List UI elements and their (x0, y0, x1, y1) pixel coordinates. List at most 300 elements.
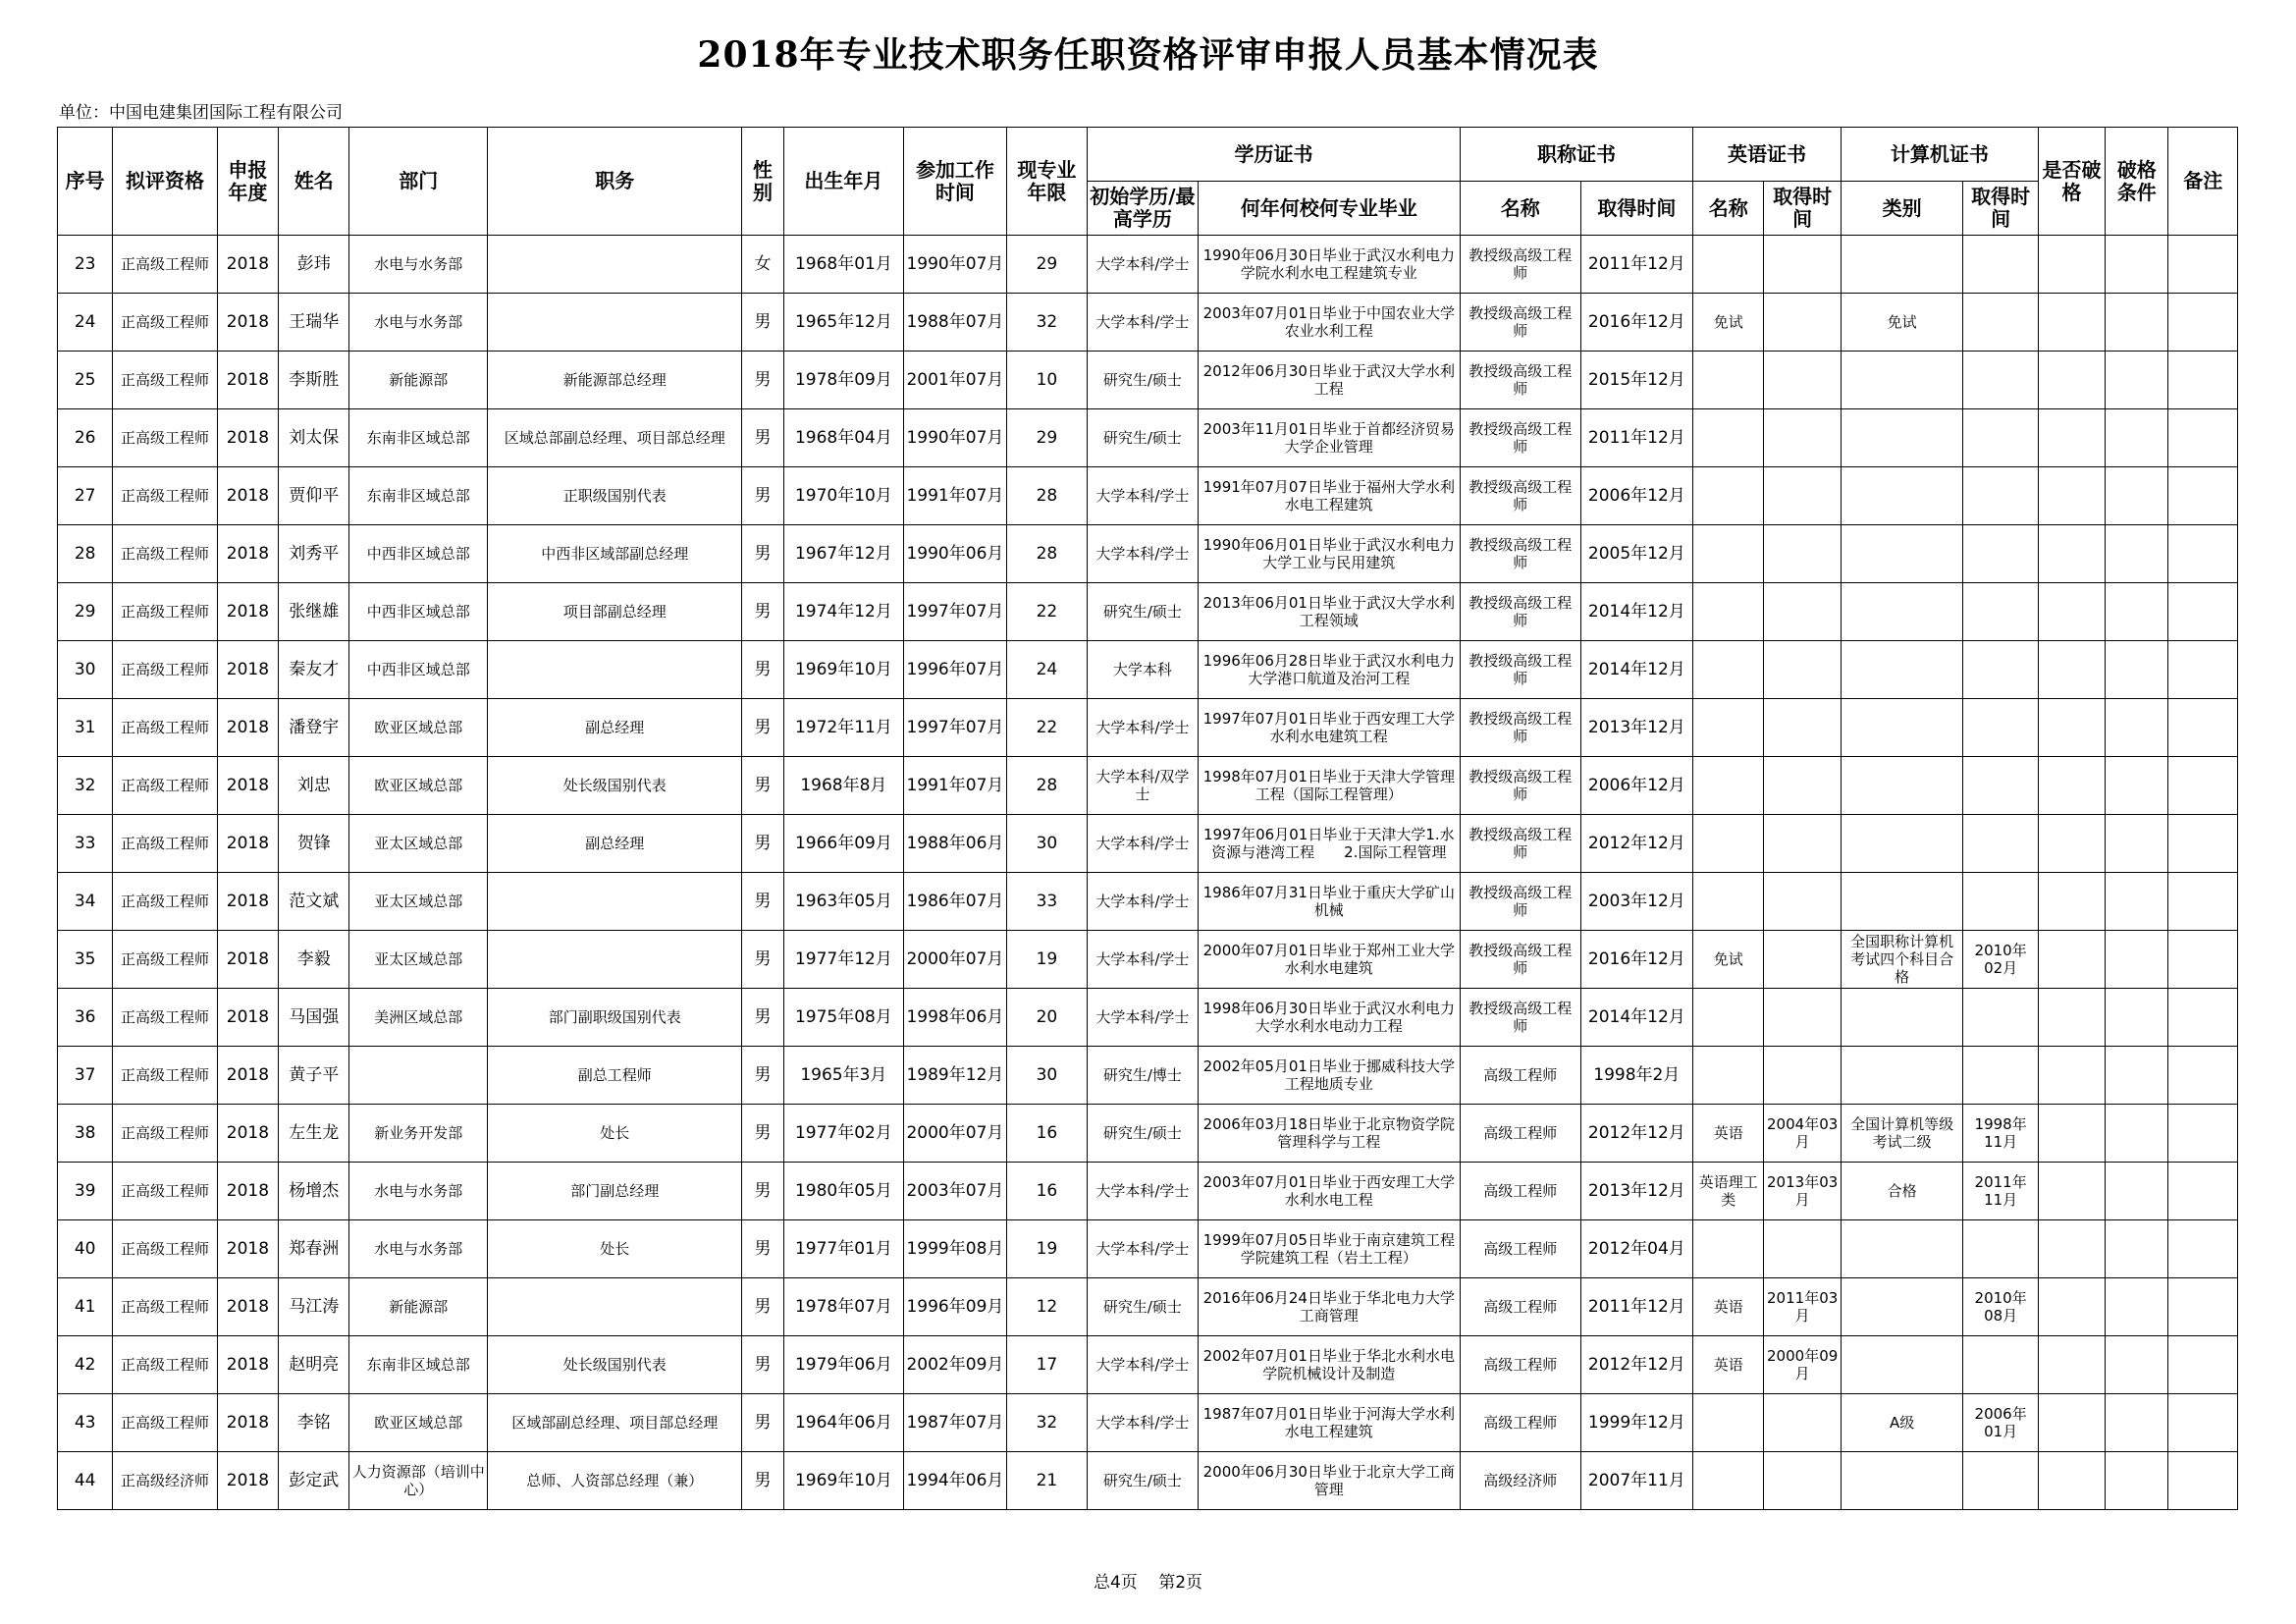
cell-edu-level: 大学本科/学士 (1088, 699, 1199, 757)
cell-eng-name (1693, 1452, 1764, 1510)
cell-exception-cond (2106, 467, 2168, 525)
cell-birth: 1980年05月 (783, 1163, 904, 1220)
cell-exception-cond (2106, 931, 2168, 989)
cell-dept: 亚太区域总部 (349, 873, 488, 931)
cell-qualification: 正高级经济师 (113, 1452, 218, 1510)
cell-work-start: 1997年07月 (904, 583, 1007, 641)
cell-years: 32 (1006, 294, 1087, 352)
applicant-table (57, 127, 2238, 1510)
cell-name: 马国强 (279, 989, 349, 1047)
cell-eng-time (1764, 409, 1841, 467)
cell-title-time: 2014年12月 (1580, 989, 1693, 1047)
cell-seq: 28 (58, 525, 113, 583)
cell-remarks (2168, 1220, 2238, 1278)
cell-year: 2018 (217, 1452, 278, 1510)
cell-gender: 男 (742, 1105, 783, 1163)
cell-position: 处长级国别代表 (488, 1336, 742, 1394)
cell-gender: 男 (742, 1047, 783, 1105)
page-footer (0, 1568, 2296, 1593)
cell-title-time: 2012年12月 (1580, 815, 1693, 873)
cell-eng-time (1764, 757, 1841, 815)
cell-remarks (2168, 1394, 2238, 1452)
cell-title-name: 教授级高级工程师 (1460, 873, 1580, 931)
cell-seq: 35 (58, 931, 113, 989)
cell-work-start: 1999年08月 (904, 1220, 1007, 1278)
cell-exception (2038, 1278, 2105, 1336)
cell-dept: 亚太区域总部 (349, 815, 488, 873)
cell-years: 30 (1006, 815, 1087, 873)
cell-exception (2038, 641, 2105, 699)
cell-year: 2018 (217, 641, 278, 699)
header-gender: 性别 (742, 128, 783, 236)
cell-gender: 男 (742, 467, 783, 525)
cell-remarks (2168, 1105, 2238, 1163)
cell-comp-time (1963, 1336, 2038, 1394)
cell-comp-time (1963, 525, 2038, 583)
cell-years: 16 (1006, 1105, 1087, 1163)
cell-birth: 1978年07月 (783, 1278, 904, 1336)
cell-years: 17 (1006, 1336, 1087, 1394)
cell-eng-name (1693, 815, 1764, 873)
header-eng-time: 取得时间 (1764, 182, 1841, 236)
cell-eng-time (1764, 931, 1841, 989)
cell-position (488, 873, 742, 931)
cell-name: 刘忠 (279, 757, 349, 815)
cell-title-name: 教授级高级工程师 (1460, 757, 1580, 815)
cell-eng-time (1764, 525, 1841, 583)
cell-work-start: 1990年07月 (904, 409, 1007, 467)
cell-eng-time: 2011年03月 (1764, 1278, 1841, 1336)
cell-eng-name: 英语 (1693, 1336, 1764, 1394)
cell-work-start: 1989年12月 (904, 1047, 1007, 1105)
header-exception: 是否破格 (2038, 128, 2105, 236)
cell-edu-level: 大学本科/学士 (1088, 1336, 1199, 1394)
cell-remarks (2168, 1047, 2238, 1105)
cell-year: 2018 (217, 352, 278, 409)
cell-dept: 水电与水务部 (349, 1163, 488, 1220)
cell-position: 副总经理 (488, 699, 742, 757)
cell-name: 杨增杰 (279, 1163, 349, 1220)
cell-exception (2038, 699, 2105, 757)
cell-exception-cond (2106, 1047, 2168, 1105)
cell-birth: 1977年01月 (783, 1220, 904, 1278)
cell-comp-type (1841, 873, 1963, 931)
cell-years: 28 (1006, 525, 1087, 583)
cell-exception (2038, 525, 2105, 583)
cell-gender: 男 (742, 641, 783, 699)
cell-gender: 男 (742, 931, 783, 989)
cell-name: 李斯胜 (279, 352, 349, 409)
cell-name: 王瑞华 (279, 294, 349, 352)
cell-name: 贾仰平 (279, 467, 349, 525)
cell-birth: 1978年09月 (783, 352, 904, 409)
cell-comp-time (1963, 1047, 2038, 1105)
cell-edu-level: 研究生/硕士 (1088, 1452, 1199, 1510)
cell-comp-type: 合格 (1841, 1163, 1963, 1220)
cell-qualification: 正高级工程师 (113, 236, 218, 294)
cell-title-time: 2013年12月 (1580, 1163, 1693, 1220)
cell-position: 项目部副总经理 (488, 583, 742, 641)
cell-eng-time (1764, 236, 1841, 294)
cell-name: 范文斌 (279, 873, 349, 931)
cell-gender: 男 (742, 409, 783, 467)
cell-position: 副总经理 (488, 815, 742, 873)
cell-comp-time (1963, 641, 2038, 699)
cell-name: 刘秀平 (279, 525, 349, 583)
cell-eng-time (1764, 699, 1841, 757)
cell-exception (2038, 583, 2105, 641)
cell-qualification: 正高级工程师 (113, 815, 218, 873)
cell-eng-name: 英语 (1693, 1278, 1764, 1336)
cell-comp-time: 2011年11月 (1963, 1163, 2038, 1220)
cell-work-start: 2002年09月 (904, 1336, 1007, 1394)
cell-seq: 27 (58, 467, 113, 525)
cell-dept: 新业务开发部 (349, 1105, 488, 1163)
cell-work-start: 1991年07月 (904, 757, 1007, 815)
cell-exception-cond (2106, 815, 2168, 873)
header-comp-time: 取得时间 (1963, 182, 2038, 236)
table-row (58, 699, 2238, 757)
cell-dept: 美洲区域总部 (349, 989, 488, 1047)
cell-position (488, 1278, 742, 1336)
cell-edu-detail: 2003年07月01日毕业于中国农业大学农业水利工程 (1198, 294, 1460, 352)
cell-eng-name: 英语理工类 (1693, 1163, 1764, 1220)
header-seq: 序号 (58, 128, 113, 236)
cell-remarks (2168, 1336, 2238, 1394)
cell-remarks (2168, 873, 2238, 931)
cell-name: 李毅 (279, 931, 349, 989)
cell-gender: 男 (742, 525, 783, 583)
cell-seq: 30 (58, 641, 113, 699)
table-row (58, 1452, 2238, 1510)
cell-position: 副总工程师 (488, 1047, 742, 1105)
header-edu-group: 学历证书 (1088, 128, 1461, 182)
cell-comp-type (1841, 409, 1963, 467)
cell-eng-name: 免试 (1693, 931, 1764, 989)
cell-title-name: 教授级高级工程师 (1460, 641, 1580, 699)
cell-comp-type (1841, 815, 1963, 873)
cell-seq: 33 (58, 815, 113, 873)
cell-years: 29 (1006, 409, 1087, 467)
cell-name: 贺锋 (279, 815, 349, 873)
cell-eng-time (1764, 815, 1841, 873)
cell-qualification: 正高级工程师 (113, 1220, 218, 1278)
cell-title-name: 高级工程师 (1460, 1047, 1580, 1105)
cell-remarks (2168, 815, 2238, 873)
cell-edu-level: 研究生/硕士 (1088, 409, 1199, 467)
cell-dept: 人力资源部（培训中心） (349, 1452, 488, 1510)
cell-years: 16 (1006, 1163, 1087, 1220)
cell-year: 2018 (217, 873, 278, 931)
cell-seq: 32 (58, 757, 113, 815)
cell-eng-name (1693, 583, 1764, 641)
cell-eng-name (1693, 1394, 1764, 1452)
cell-exception-cond (2106, 1220, 2168, 1278)
cell-qualification: 正高级工程师 (113, 873, 218, 931)
cell-comp-type (1841, 1336, 1963, 1394)
table-row (58, 583, 2238, 641)
cell-qualification: 正高级工程师 (113, 1394, 218, 1452)
cell-seq: 26 (58, 409, 113, 467)
cell-remarks (2168, 989, 2238, 1047)
cell-position (488, 236, 742, 294)
cell-birth: 1963年05月 (783, 873, 904, 931)
cell-remarks (2168, 757, 2238, 815)
cell-birth: 1968年04月 (783, 409, 904, 467)
cell-edu-level: 研究生/硕士 (1088, 352, 1199, 409)
header-eng-name: 名称 (1693, 182, 1764, 236)
cell-title-time: 2011年12月 (1580, 1278, 1693, 1336)
cell-work-start: 2003年07月 (904, 1163, 1007, 1220)
cell-seq: 39 (58, 1163, 113, 1220)
cell-years: 30 (1006, 1047, 1087, 1105)
table-row (58, 1394, 2238, 1452)
cell-year: 2018 (217, 583, 278, 641)
cell-seq: 38 (58, 1105, 113, 1163)
cell-exception (2038, 815, 2105, 873)
cell-dept: 中西非区域总部 (349, 583, 488, 641)
cell-work-start: 1990年06月 (904, 525, 1007, 583)
header-edu-level: 初始学历/最高学历 (1088, 182, 1199, 236)
cell-seq: 40 (58, 1220, 113, 1278)
header-year: 申报年度 (217, 128, 278, 236)
header-title-time: 取得时间 (1580, 182, 1693, 236)
cell-seq: 41 (58, 1278, 113, 1336)
cell-edu-level: 研究生/博士 (1088, 1047, 1199, 1105)
cell-eng-name (1693, 467, 1764, 525)
cell-eng-time (1764, 294, 1841, 352)
total-pages: 总4页 (1093, 1573, 1138, 1593)
cell-dept: 欧亚区域总部 (349, 699, 488, 757)
cell-year: 2018 (217, 815, 278, 873)
cell-remarks (2168, 1163, 2238, 1220)
cell-dept: 东南非区域总部 (349, 409, 488, 467)
header-comp-type: 类别 (1841, 182, 1963, 236)
cell-name: 左生龙 (279, 1105, 349, 1163)
cell-comp-type (1841, 1220, 1963, 1278)
cell-dept: 水电与水务部 (349, 1220, 488, 1278)
cell-edu-detail: 1999年07月05日毕业于南京建筑工程学院建筑工程（岩土工程） (1198, 1220, 1460, 1278)
cell-year: 2018 (217, 1336, 278, 1394)
cell-birth: 1965年12月 (783, 294, 904, 352)
cell-birth: 1975年08月 (783, 989, 904, 1047)
cell-edu-level: 研究生/硕士 (1088, 583, 1199, 641)
cell-title-name: 高级工程师 (1460, 1336, 1580, 1394)
cell-comp-type (1841, 641, 1963, 699)
cell-title-name: 教授级高级工程师 (1460, 989, 1580, 1047)
cell-qualification: 正高级工程师 (113, 757, 218, 815)
cell-comp-time (1963, 352, 2038, 409)
page-title: 2018年专业技术职务任职资格评审申报人员基本情况表 (697, 34, 1599, 76)
cell-name: 黄子平 (279, 1047, 349, 1105)
table-row (58, 989, 2238, 1047)
cell-years: 33 (1006, 873, 1087, 931)
cell-year: 2018 (217, 989, 278, 1047)
cell-year: 2018 (217, 525, 278, 583)
cell-eng-name (1693, 757, 1764, 815)
cell-comp-time (1963, 236, 2038, 294)
cell-name: 秦友才 (279, 641, 349, 699)
cell-comp-time: 2010年08月 (1963, 1278, 2038, 1336)
cell-comp-type: 全国职称计算机考试四个科目合格 (1841, 931, 1963, 989)
table-row (58, 352, 2238, 409)
cell-eng-time: 2004年03月 (1764, 1105, 1841, 1163)
cell-work-start: 1986年07月 (904, 873, 1007, 931)
cell-eng-time (1764, 1220, 1841, 1278)
cell-comp-time (1963, 1452, 2038, 1510)
cell-edu-level: 大学本科/学士 (1088, 815, 1199, 873)
cell-eng-name (1693, 352, 1764, 409)
cell-qualification: 正高级工程师 (113, 1336, 218, 1394)
cell-qualification: 正高级工程师 (113, 699, 218, 757)
cell-edu-detail: 1997年06月01日毕业于天津大学1.水资源与港湾工程 2.国际工程管理 (1198, 815, 1460, 873)
cell-years: 12 (1006, 1278, 1087, 1336)
cell-birth: 1977年12月 (783, 931, 904, 989)
cell-comp-time (1963, 467, 2038, 525)
cell-position (488, 641, 742, 699)
cell-eng-time (1764, 583, 1841, 641)
table-row (58, 815, 2238, 873)
cell-dept: 中西非区域总部 (349, 641, 488, 699)
table-row (58, 294, 2238, 352)
cell-comp-type (1841, 525, 1963, 583)
cell-title-name: 教授级高级工程师 (1460, 583, 1580, 641)
cell-qualification: 正高级工程师 (113, 1163, 218, 1220)
cell-edu-detail: 2003年11月01日毕业于首都经济贸易大学企业管理 (1198, 409, 1460, 467)
cell-title-name: 教授级高级工程师 (1460, 931, 1580, 989)
cell-edu-detail: 1997年07月01日毕业于西安理工大学水利水电建筑工程 (1198, 699, 1460, 757)
cell-exception-cond (2106, 352, 2168, 409)
cell-year: 2018 (217, 1163, 278, 1220)
cell-dept: 东南非区域总部 (349, 467, 488, 525)
cell-exception-cond (2106, 236, 2168, 294)
cell-eng-name (1693, 525, 1764, 583)
cell-birth: 1965年3月 (783, 1047, 904, 1105)
cell-gender: 男 (742, 1163, 783, 1220)
header-years: 现专业年限 (1006, 128, 1087, 236)
cell-title-time: 2011年12月 (1580, 409, 1693, 467)
cell-title-time: 2012年04月 (1580, 1220, 1693, 1278)
header-position: 职务 (488, 128, 742, 236)
cell-exception-cond (2106, 699, 2168, 757)
cell-eng-name (1693, 1047, 1764, 1105)
cell-exception (2038, 1336, 2105, 1394)
cell-eng-name (1693, 699, 1764, 757)
cell-year: 2018 (217, 757, 278, 815)
cell-remarks (2168, 352, 2238, 409)
cell-comp-type (1841, 699, 1963, 757)
table-row (58, 1336, 2238, 1394)
cell-year: 2018 (217, 1220, 278, 1278)
cell-work-start: 1998年06月 (904, 989, 1007, 1047)
cell-remarks (2168, 294, 2238, 352)
cell-birth: 1979年06月 (783, 1336, 904, 1394)
cell-edu-detail: 2016年06月24日毕业于华北电力大学工商管理 (1198, 1278, 1460, 1336)
cell-comp-type (1841, 236, 1963, 294)
cell-edu-level: 大学本科/学士 (1088, 294, 1199, 352)
cell-eng-name (1693, 1220, 1764, 1278)
cell-comp-time (1963, 873, 2038, 931)
cell-work-start: 1996年09月 (904, 1278, 1007, 1336)
cell-edu-detail: 2013年06月01日毕业于武汉大学水利工程领域 (1198, 583, 1460, 641)
cell-dept: 亚太区域总部 (349, 931, 488, 989)
cell-comp-time (1963, 583, 2038, 641)
cell-seq: 36 (58, 989, 113, 1047)
cell-work-start: 1991年07月 (904, 467, 1007, 525)
cell-seq: 37 (58, 1047, 113, 1105)
unit-label: 单位：中国电建集团国际工程有限公司 (59, 103, 343, 123)
cell-title-name: 教授级高级工程师 (1460, 352, 1580, 409)
cell-eng-name (1693, 989, 1764, 1047)
cell-position: 区域总部副总经理、项目部总经理 (488, 409, 742, 467)
cell-work-start: 1988年07月 (904, 294, 1007, 352)
header-title-group: 职称证书 (1460, 128, 1692, 182)
cell-dept: 新能源部 (349, 352, 488, 409)
cell-edu-detail: 1987年07月01日毕业于河海大学水利水电工程建筑 (1198, 1394, 1460, 1452)
cell-gender: 男 (742, 1220, 783, 1278)
cell-name: 郑春洲 (279, 1220, 349, 1278)
cell-comp-type (1841, 352, 1963, 409)
cell-eng-time (1764, 352, 1841, 409)
cell-dept: 水电与水务部 (349, 294, 488, 352)
cell-exception (2038, 236, 2105, 294)
cell-years: 29 (1006, 236, 1087, 294)
cell-title-name: 教授级高级工程师 (1460, 815, 1580, 873)
cell-qualification: 正高级工程师 (113, 641, 218, 699)
cell-work-start: 1994年06月 (904, 1452, 1007, 1510)
cell-year: 2018 (217, 1278, 278, 1336)
cell-remarks (2168, 641, 2238, 699)
cell-exception (2038, 1394, 2105, 1452)
cell-dept: 水电与水务部 (349, 236, 488, 294)
header-birth: 出生年月 (783, 128, 904, 236)
cell-edu-level: 大学本科/学士 (1088, 931, 1199, 989)
cell-qualification: 正高级工程师 (113, 1047, 218, 1105)
cell-position: 中西非区域部副总经理 (488, 525, 742, 583)
cell-title-time: 2006年12月 (1580, 757, 1693, 815)
cell-gender: 男 (742, 583, 783, 641)
cell-birth: 1970年10月 (783, 467, 904, 525)
header-qualification: 拟评资格 (113, 128, 218, 236)
cell-eng-name (1693, 236, 1764, 294)
cell-birth: 1969年10月 (783, 1452, 904, 1510)
cell-eng-time (1764, 641, 1841, 699)
header-dept: 部门 (349, 128, 488, 236)
cell-work-start: 2001年07月 (904, 352, 1007, 409)
cell-edu-detail: 2003年07月01日毕业于西安理工大学水利水电工程 (1198, 1163, 1460, 1220)
table-row (58, 1163, 2238, 1220)
cell-title-time: 2015年12月 (1580, 352, 1693, 409)
cell-seq: 42 (58, 1336, 113, 1394)
cell-years: 28 (1006, 757, 1087, 815)
cell-dept: 欧亚区域总部 (349, 1394, 488, 1452)
cell-years: 19 (1006, 931, 1087, 989)
cell-edu-level: 大学本科/学士 (1088, 236, 1199, 294)
cell-birth: 1964年06月 (783, 1394, 904, 1452)
cell-title-time: 2013年12月 (1580, 699, 1693, 757)
table-row (58, 409, 2238, 467)
cell-qualification: 正高级工程师 (113, 525, 218, 583)
cell-position: 处长 (488, 1220, 742, 1278)
cell-remarks (2168, 583, 2238, 641)
cell-gender: 男 (742, 989, 783, 1047)
cell-remarks (2168, 236, 2238, 294)
table-row (58, 1047, 2238, 1105)
cell-name: 赵明亮 (279, 1336, 349, 1394)
cell-comp-time (1963, 409, 2038, 467)
cell-edu-level: 大学本科/学士 (1088, 1220, 1199, 1278)
cell-work-start: 1987年07月 (904, 1394, 1007, 1452)
